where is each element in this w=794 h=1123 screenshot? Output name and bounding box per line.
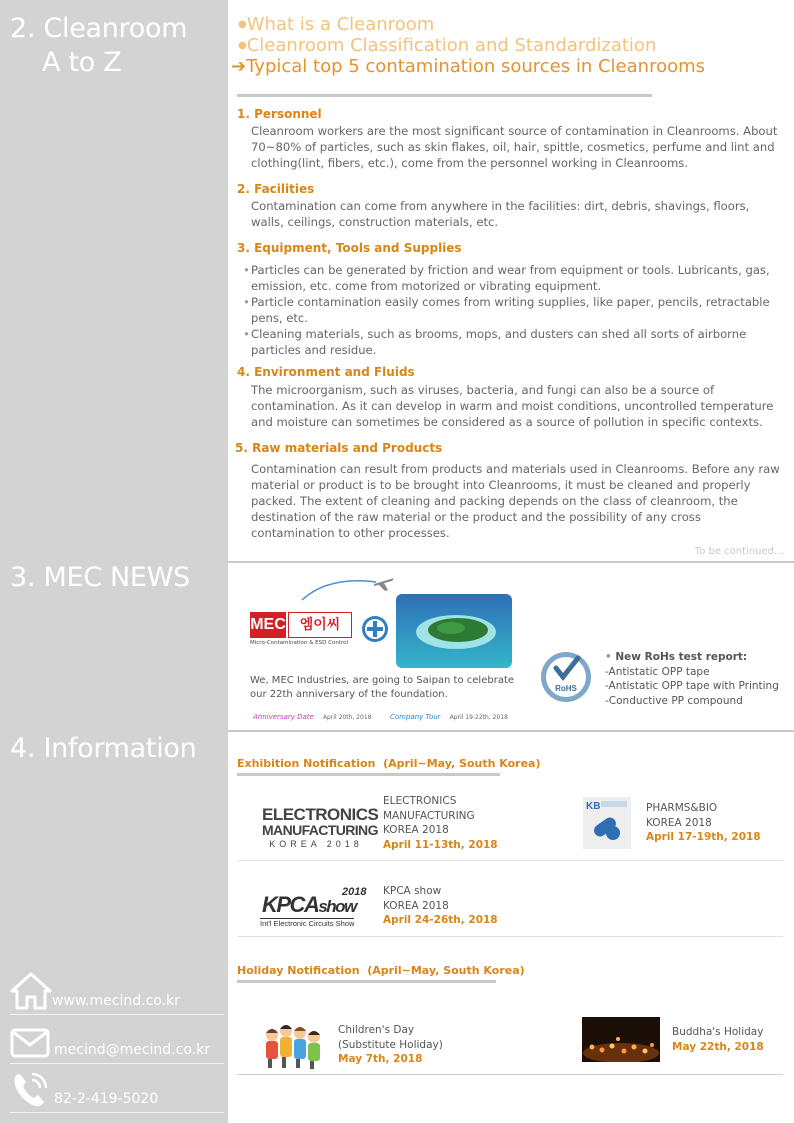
expo-electronics-info: ELECTRONICS MANUFACTURING KOREA 2018 April 11-13th, 2018 — [383, 795, 498, 851]
source-1-heading: 1. Personnel — [237, 107, 322, 121]
sidebar — [0, 0, 228, 1123]
section-4-title: 4. Information — [10, 733, 197, 764]
expo-divider — [237, 936, 783, 937]
source-2-text: Contamination can come from anywhere in the facilities: dirt, debris, shavings, floors, walls, ceilings, construction materials, etc. — [251, 199, 750, 229]
title-divider — [237, 94, 652, 97]
svg-text:RoHS: RoHS — [555, 684, 577, 693]
expo-divider — [237, 860, 783, 861]
electronics-manufacturing-logo: ELECTRONICS MANUFACTURING KOREA 2018 — [262, 805, 379, 849]
airplane-icon — [374, 578, 394, 591]
phone-number: 82-2-419-5020 — [54, 1091, 159, 1107]
expo-kpca-info: KPCA show KOREA 2018 April 24-26th, 2018 — [383, 885, 498, 926]
source-1-text: Cleanroom workers are the most significant source of contamination in Cleanrooms. About 70~80% of particles, such as skin flakes, oil, hair, spittle, cosmetics, perfume and lint and clothing(lint, fibers, etc.), come from the personnel working in Cleanrooms. — [251, 124, 778, 170]
section-divider — [228, 730, 794, 732]
plus-circle-icon — [360, 614, 390, 644]
rohs-title: • New RoHs test report: — [605, 651, 748, 663]
expo-pharms-bio-info: PHARMS&BIO KOREA 2018 April 17-19th, 2018 — [646, 802, 761, 843]
home-icon — [10, 972, 52, 1010]
bullet-dot-icon: ● — [238, 19, 247, 30]
pharms-bio-logo — [583, 797, 631, 849]
section-2-title: 2. Cleanroom A to Z — [10, 13, 188, 78]
source-4-text: The microorganism, such as viruses, bacteria, and fungi can also be a source of contamination. As it can develop in warm and moist conditions, uncontrolled temperature and moisture can sometimes be considered as a source of pollution in specific contexts. — [251, 383, 774, 429]
exhibition-underline — [237, 773, 500, 776]
arrow-right-icon: ➔ — [231, 56, 247, 77]
rohs-item: -Antistatic OPP tape with Printing — [605, 680, 779, 692]
website-contact[interactable] — [10, 972, 224, 1015]
nav-contamination-sources[interactable]: ➔Typical top 5 contamination sources in Cleanrooms — [231, 56, 706, 77]
holiday-heading: Holiday Notification (April~May, South Korea) — [237, 964, 525, 977]
airplane-path-graphic — [298, 572, 396, 604]
source-3-bullet: • Particle contamination easily comes from writing supplies, like paper, pencils, retractable pens, etc. — [243, 294, 787, 326]
source-3-heading: 3. Equipment, Tools and Supplies — [237, 241, 462, 255]
nav-what-is-cleanroom[interactable]: ●What is a Cleanroom — [238, 14, 435, 35]
source-3-bullet: • Cleaning materials, such as brooms, mops, and dusters can shed all sorts of airborne particles and residue. — [243, 326, 787, 358]
source-4-heading: 4. Environment and Fluids — [237, 365, 415, 379]
section-divider — [228, 561, 794, 563]
email-contact[interactable] — [10, 1021, 224, 1064]
rohs-badge-icon — [538, 650, 594, 704]
bullet-dot-icon: ● — [238, 40, 247, 51]
lantern-festival-photo — [582, 1017, 660, 1062]
exhibition-heading: Exhibition Notification (April~May, South Korea) — [237, 757, 541, 770]
source-3-bullet: • Particles can be generated by friction and wear from equipment or tools. Lubricants, gas, emission, etc. come from motorized or vibrating equipment. — [243, 262, 787, 294]
mail-icon — [10, 1027, 50, 1059]
holiday-underline — [237, 980, 496, 983]
email-link[interactable]: mecind@mecind.co.kr — [54, 1042, 210, 1058]
mec-logo: MEC 엠이씨 Micro-Contamination & ESD Control — [250, 612, 352, 648]
svg-text:KB: KB — [586, 801, 601, 812]
source-5-heading: 5. Raw materials and Products — [235, 441, 443, 455]
nav-classification[interactable]: ●Cleanroom Classification and Standardization — [238, 35, 657, 56]
source-5-text: Contamination can result from products and materials used in Cleanrooms. Before any raw material or product is to be brought into Cleanrooms, it must be cleaned and properly packed. The extent of cleaning and packing depends on the class of cleanroom, the destination of the raw material or the product and the possibility of any cross contamination to other processes. — [251, 462, 780, 540]
children-illustration — [262, 1021, 324, 1071]
holiday-buddha-info: Buddha's Holiday May 22th, 2018 — [672, 1026, 764, 1053]
phone-contact[interactable] — [10, 1070, 224, 1113]
rohs-item: -Conductive PP compound — [605, 694, 743, 707]
to-be-continued: To be continued… — [694, 546, 784, 557]
anniversary-info: Anniversary Date April 20th, 2018 — [253, 713, 372, 721]
rohs-item: -Antistatic OPP tape — [605, 665, 710, 678]
tour-info: Company Tour April 19-22th, 2018 — [390, 713, 508, 721]
website-link[interactable]: www.mecind.co.kr — [52, 993, 180, 1009]
phone-icon — [10, 1070, 54, 1110]
section-3-title: 3. MEC NEWS — [10, 562, 190, 593]
rohs-report — [605, 650, 779, 708]
news-caption: We, MEC Industries, are going to Saipan to celebrate our 22th anniversary of the foundation. — [250, 675, 515, 700]
saipan-island-photo — [396, 594, 512, 668]
holiday-childrens-day-info: Children's Day (Substitute Holiday) May 7th, 2018 — [338, 1024, 443, 1065]
source-2-heading: 2. Facilities — [237, 182, 315, 196]
kpca-show-logo: KPCAshow 2018 Int'l Electronic Circuits Show — [260, 886, 367, 928]
holiday-divider — [237, 1074, 783, 1075]
